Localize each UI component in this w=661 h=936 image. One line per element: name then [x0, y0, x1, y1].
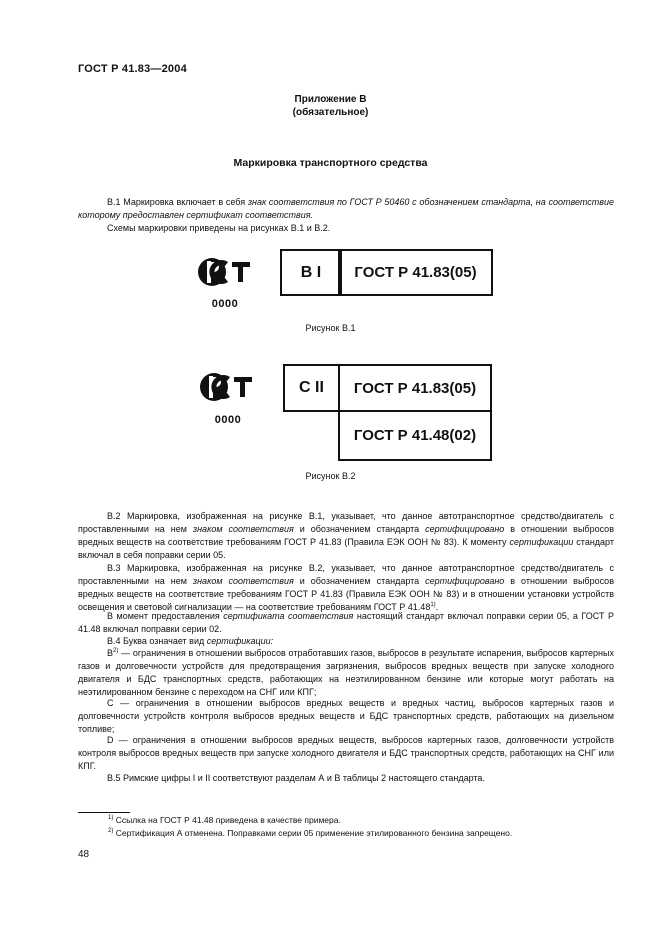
paragraph-b5: В.5 Римские цифры I и II соответствуют разделам А и В таблицы 2 настоящего стандарта. — [107, 773, 485, 783]
paragraph-b2-text3: в отношении выбросов вредных веществ на соответствие требованиям ГОСТ Р 41.83 (Правила ЕЭК ООН № 83). К моменту — [78, 524, 614, 547]
figure1-code: 0000 — [211, 298, 239, 310]
footnote-2-mark: 2) — [108, 828, 114, 835]
paragraph-b2-italic1: знаком соответствия — [192, 524, 294, 534]
paragraph-b3-italic2: сертифицировано — [425, 576, 505, 586]
footnote-1 — [108, 815, 341, 825]
figure1-logo — [198, 253, 252, 298]
paragraph-moment-text2: настоящий стандарт включал поправки серии 05, а ГОСТ Р 41.48 включал поправки серии 02. — [78, 611, 615, 634]
paragraph-moment — [78, 610, 614, 636]
paragraph-b1-lead: В.1 Маркировка включает в себя — [107, 197, 248, 207]
paragraph-b2-italic3: сертификации — [509, 537, 574, 547]
paragraph-b3-text4: . — [435, 602, 439, 612]
figure2-logo — [200, 368, 254, 413]
rst-mark-icon — [198, 253, 252, 293]
paragraph-b2-text2: и обозначением стандарта — [293, 524, 426, 534]
paragraph-letter-b-text: — ограничения в отношении выбросов отработавших газов, выбросов в результате испарения, выбросов картерных газов и долговечности устройств для предотвращения загрязнения, выбросов вредных веществ при запуске холодного двигателя и БДС транспортных средств, работающих на неэтилированном бензине или которые могут работать на неэтилированном бензине с переходом на СНГ или КПГ; — [78, 648, 614, 697]
paragraph-b3-italic1: знаком соответствия — [192, 576, 294, 586]
paragraph-letter-c: С — ограничения в отношении выбросов вредных веществ и вредных частиц, выбросов картерных газов и долговечности устройств контроля выбросов вредных веществ и БДС транспортных средств, работающих на дизельном топливе; — [78, 698, 614, 734]
figure2-code: 0000 — [214, 414, 242, 426]
figure2-standard2-box: ГОСТ Р 41.48(02) — [338, 410, 492, 461]
footnote-ref-1: 1) — [430, 602, 436, 608]
footnote-2-text: Сертификация А отменена. Поправками серии 05 применение этилированного бензина запрещено. — [113, 828, 513, 838]
paragraph-b4-italic: сертификации: — [206, 636, 274, 646]
footnote-ref-2: 2) — [113, 648, 119, 654]
paragraph-b4-text: В.4 Буква означает вид — [107, 636, 207, 646]
footnote-divider — [78, 812, 130, 813]
figure2-category-box: С II — [283, 364, 340, 412]
section-title: Маркировка транспортного средства — [233, 157, 428, 169]
paragraph-b1-italic: знак соответствия по ГОСТ Р 50460 с обозначением стандарта, на соответствие которому предоставлен сертификат соответствия. — [78, 197, 614, 220]
footnote-1-text: Ссылка на ГОСТ Р 41.48 приведена в качестве примера. — [113, 815, 341, 825]
paragraph-b2 — [78, 510, 614, 562]
letter-b: В — [107, 648, 114, 658]
paragraph-b3 — [78, 562, 614, 614]
appendix-subtitle: (обязательное) — [292, 107, 369, 118]
footnote-1-mark: 1) — [108, 815, 114, 822]
paragraph-b2-italic2: сертифицировано — [425, 524, 505, 534]
paragraph-b3-text2: и обозначением стандарта — [293, 576, 426, 586]
appendix-title: Приложение В — [294, 94, 367, 105]
paragraph-b2-text1: В.2 Маркировка, изображенная на рисунке В.1, указывает, что данное автотранспортное средство/двигатель с проставленными на нем — [78, 511, 614, 534]
page-number: 48 — [78, 849, 90, 860]
footnote-2 — [108, 828, 512, 838]
figure1-standard-box: ГОСТ Р 41.83(05) — [338, 249, 493, 296]
paragraph-b3-text3: в отношении выбросов вредных веществ на соответствие требованиям ГОСТ Р 41.83 (Правила ЕЭК ООН № 83) и в отношении установки устройств освещения и световой сигнализации — на соответствие требованиям ГОСТ Р 41.48 — [78, 576, 614, 612]
paragraph-b1-line2: Схемы маркировки приведены на рисунках В.1 и В.2. — [107, 223, 331, 233]
paragraph-letter-d: D — ограничения в отношении выбросов вредных веществ, выбросов картерных газов, долговечности устройств контроля выбросов вредных веществ при запуске холодного двигателя и БДС транспортных средств, работающих на СНГ или КПГ. — [78, 735, 614, 771]
paragraph-b2-text4: стандарт включал в себя поправки серии 05. — [78, 537, 614, 560]
figure1-category-box: В I — [280, 249, 342, 296]
paragraph-b3-text1: В.3 Маркировка, изображенная на рисунке В.2, указывает, что данное автотранспортное средство/двигатель с проставленными на нем — [78, 563, 614, 586]
figure1-caption: Рисунок В.1 — [305, 323, 356, 333]
figure2-caption: Рисунок В.2 — [305, 471, 356, 481]
document-header: ГОСТ Р 41.83—2004 — [78, 63, 187, 75]
figure2-standard1-box: ГОСТ Р 41.83(05) — [338, 364, 492, 412]
paragraph-letter-b — [78, 647, 614, 699]
paragraph-moment-italic: сертификата соответствия — [223, 611, 354, 621]
rst-mark-icon — [200, 368, 254, 408]
paragraph-b1 — [78, 196, 614, 222]
paragraph-moment-text1: В момент предоставления — [107, 611, 224, 621]
